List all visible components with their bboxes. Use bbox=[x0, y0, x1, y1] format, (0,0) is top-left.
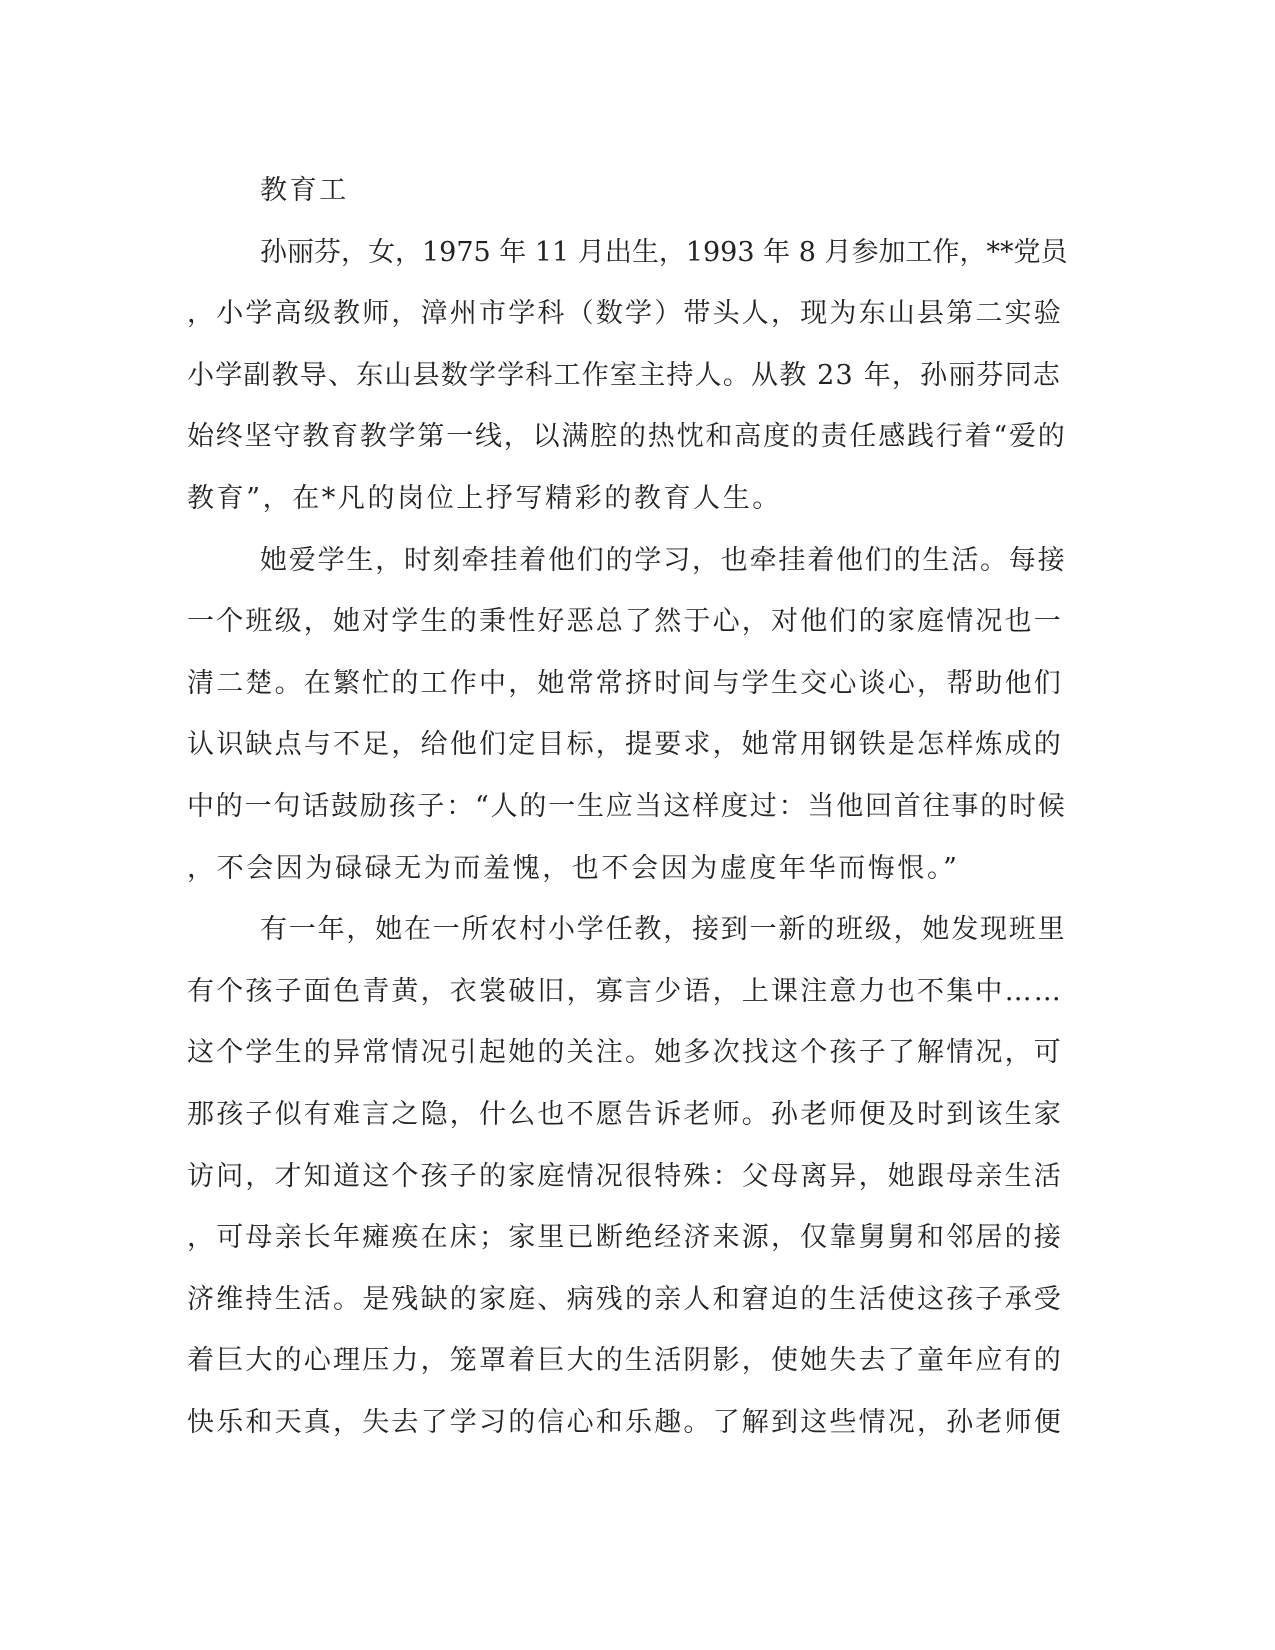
document-body bbox=[187, 160, 1067, 1453]
paragraph-line: 孙丽芬，女，1975 年 11 月出生，1993 年 8 月参加工作，**党员 bbox=[260, 236, 1068, 268]
paragraph-line: 她爱学生，时刻牵挂着他们的学习，也牵挂着他们的生活。每接 bbox=[260, 544, 1067, 576]
paragraph-line: 有个孩子面色青黄，衣裳破旧，寡言少语，上课注意力也不集中…… bbox=[187, 975, 1063, 1007]
paragraph-line: ，小学高级教师，漳州市学科（数学）带头人，现为东山县第二实验 bbox=[187, 298, 1063, 330]
paragraph-line: ，可母亲长年瘫痪在床；家里已断绝经济来源，仅靠舅舅和邻居的接 bbox=[187, 1222, 1063, 1254]
document-heading: 教育工 bbox=[260, 175, 349, 206]
paragraph-line: 始终坚守教育教学第一线，以满腔的热忱和高度的责任感践行着“爱的 bbox=[187, 421, 1067, 453]
paragraph-line: 一个班级，她对学生的秉性好恶总了然于心，对他们的家庭情况也一 bbox=[187, 606, 1063, 638]
paragraph-line: 中的一句话鼓励孩子：“人的一生应当这样度过：当他回首往事的时候 bbox=[187, 790, 1067, 822]
paragraph-line: ，不会因为碌碌无为而羞愧，也不会因为虚度年华而悔恨。” bbox=[187, 852, 960, 884]
paragraph-line: 那孩子似有难言之隐，什么也不愿告诉老师。孙老师便及时到该生家 bbox=[187, 1098, 1063, 1130]
paragraph-line: 认识缺点与不足，给他们定目标，提要求，她常用钢铁是怎样炼成的 bbox=[187, 729, 1063, 761]
paragraph-line: 有一年，她在一所农村小学任教，接到一新的班级，她发现班里 bbox=[260, 914, 1067, 946]
paragraph-line: 清二楚。在繁忙的工作中，她常常挤时间与学生交心谈心，帮助他们 bbox=[187, 667, 1063, 699]
paragraph-line: 这个学生的异常情况引起她的关注。她多次找这个孩子了解情况，可 bbox=[187, 1037, 1063, 1069]
paragraph-line: 小学副教导、东山县数学学科工作室主持人。从教 23 年，孙丽芬同志 bbox=[187, 359, 1062, 391]
paragraph-line: 访问，才知道这个孩子的家庭情况很特殊：父母离异，她跟母亲生活 bbox=[187, 1160, 1063, 1192]
paragraph-line: 教育”，在*凡的岗位上抒写精彩的教育人生。 bbox=[187, 482, 782, 514]
paragraph-line: 着巨大的心理压力，笼罩着巨大的生活阴影，使她失去了童年应有的 bbox=[187, 1345, 1063, 1377]
paragraph-line: 快乐和天真，失去了学习的信心和乐趣。了解到这些情况，孙老师便 bbox=[187, 1406, 1063, 1438]
paragraph-line: 济维持生活。是残缺的家庭、病残的亲人和窘迫的生活使这孩子承受 bbox=[187, 1283, 1063, 1315]
